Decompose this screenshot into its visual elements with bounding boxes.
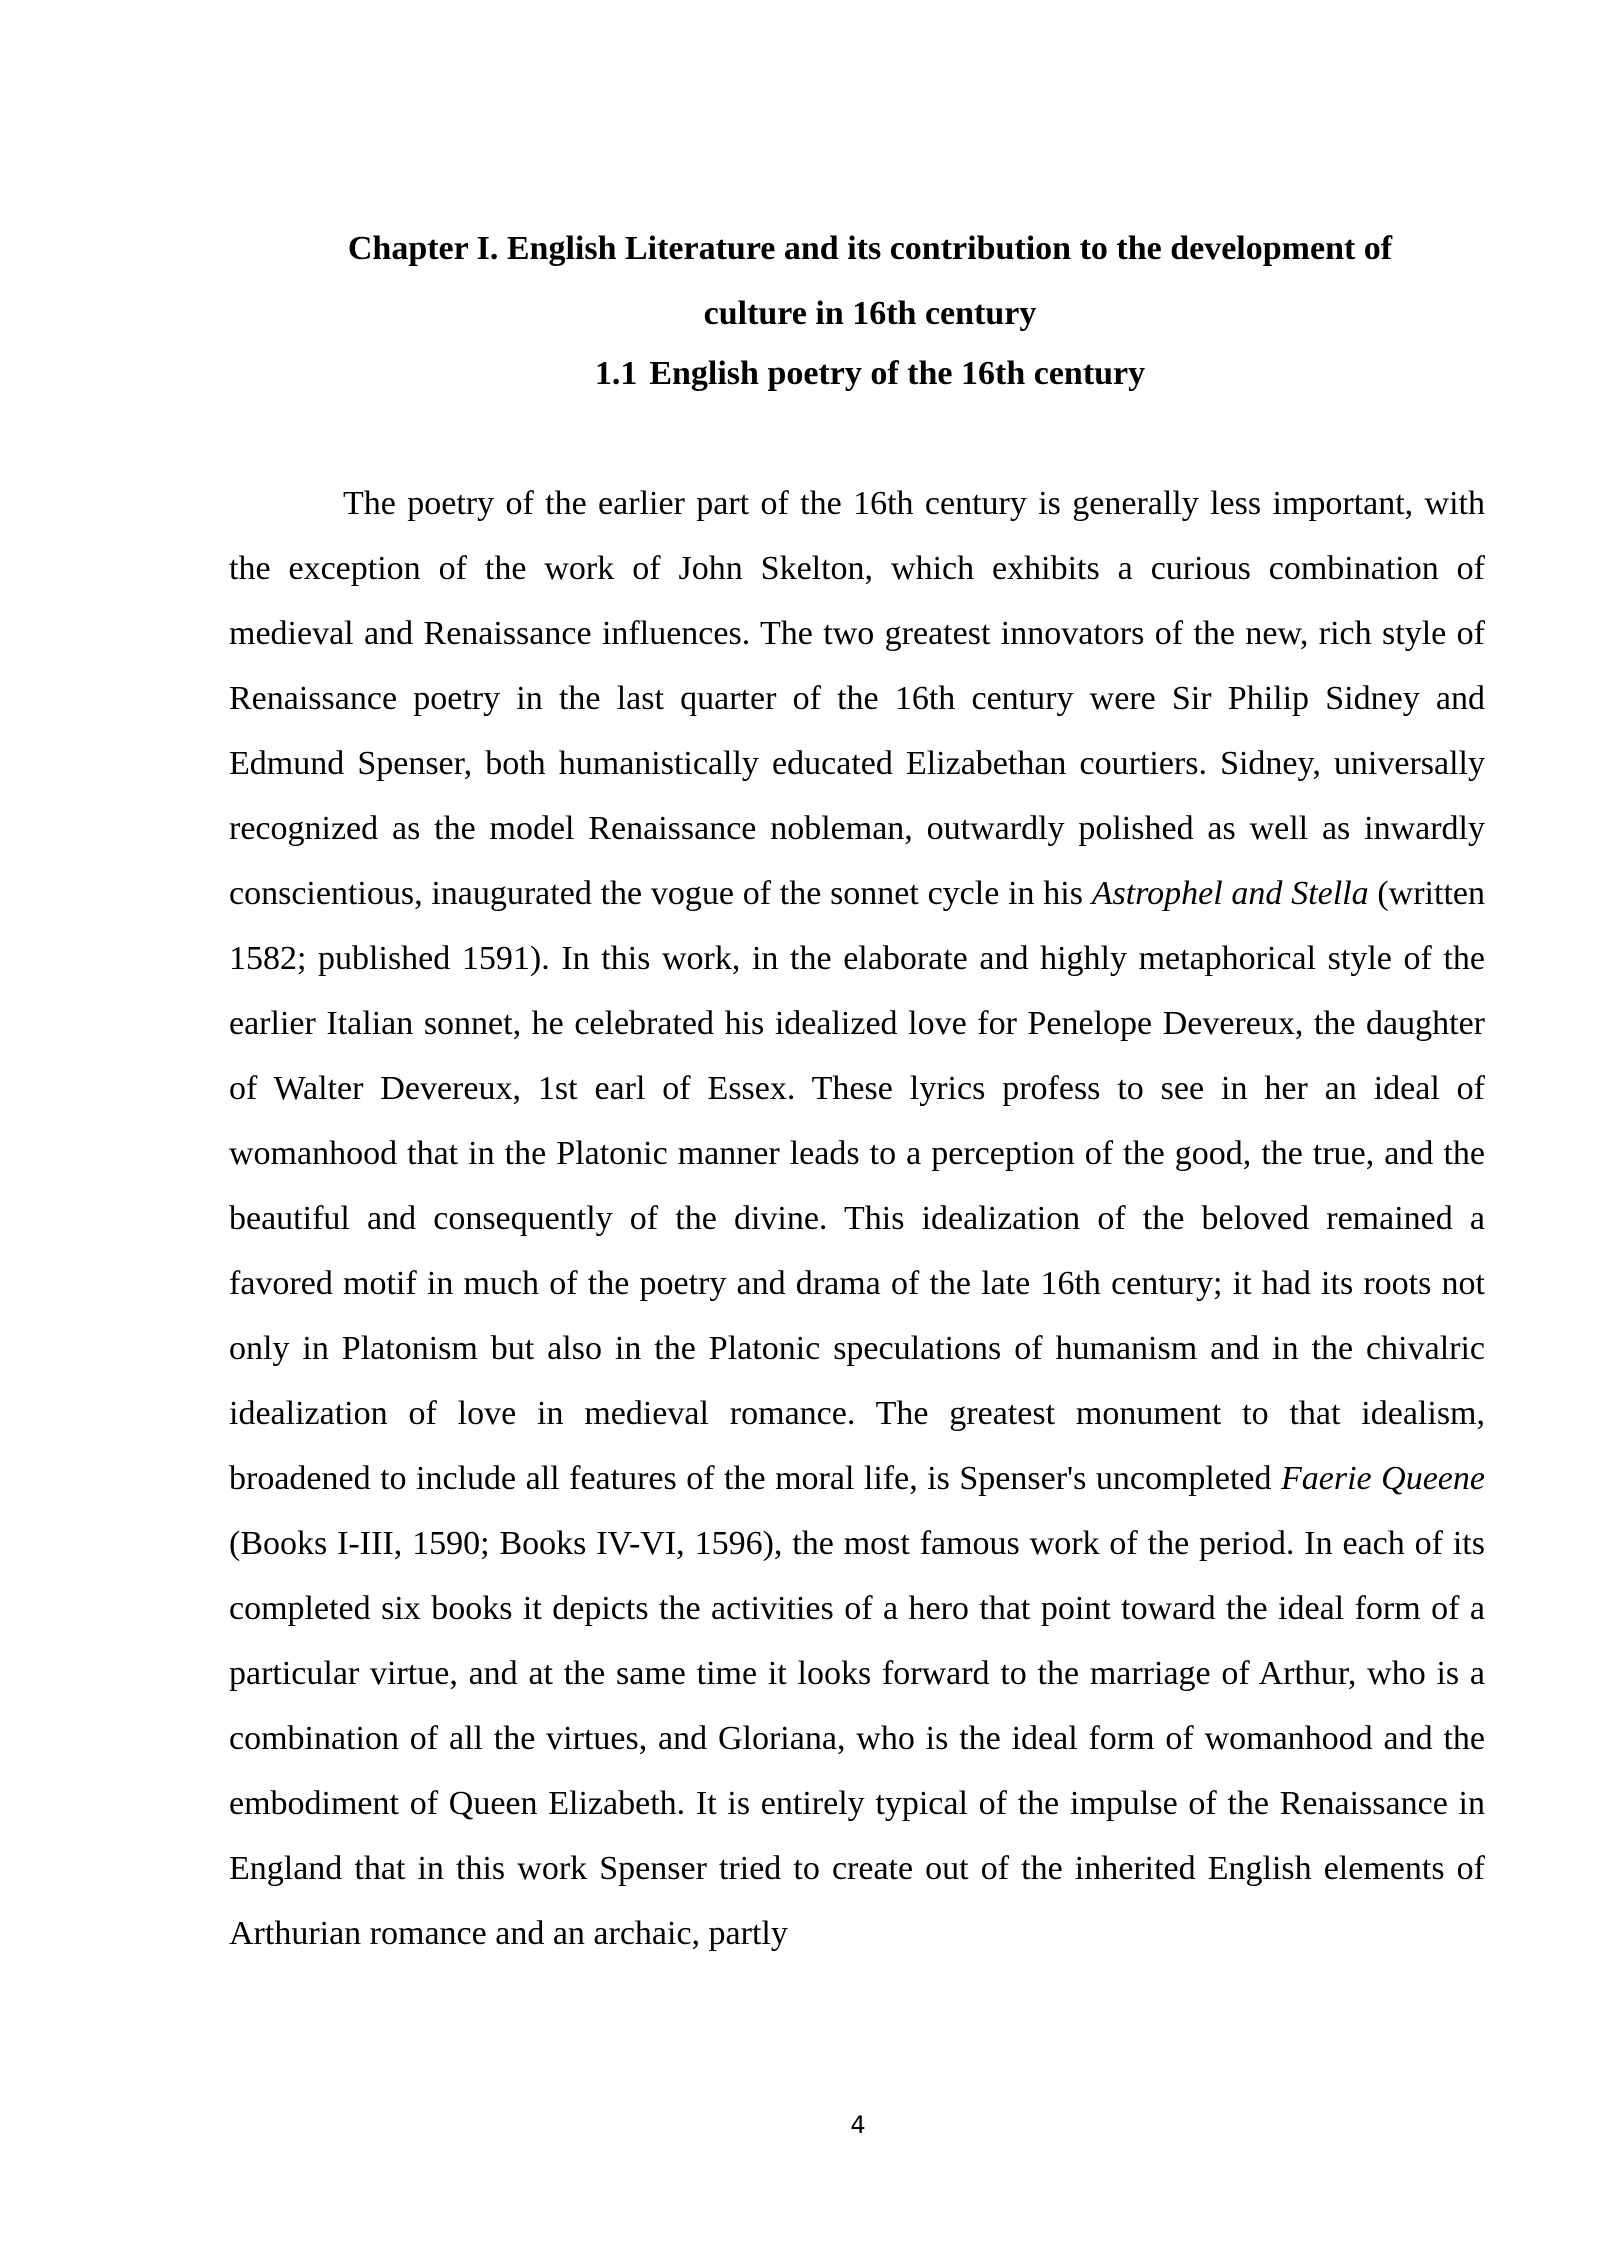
paragraph-text-part1: The poetry of the earlier part of the 16th century is generally less important, with the exception of the work of John Skelton, which exhibits a curious combination of medieval and Renaissance influences. The two greatest innovators of the new, rich style of Renaissance poetry in the last quarter of the 16th century were Sir Philip Sidney and Edmund Spenser, both humanistically educated Elizabethan courtiers. Sidney, universally recognized as the model Renaissance nobleman, outwardly polished as well as inwardly conscientious, inaugurated the vogue of the sonnet cycle in his	[229, 485, 1485, 912]
work-title-astrophel-and-stella: Astrophel and Stella	[1091, 875, 1369, 912]
section-heading	[300, 341, 1440, 406]
section-title: English poetry of the 16th century	[649, 355, 1146, 392]
page-number: 4	[850, 2111, 866, 2139]
paragraph-text-part2: (written 1582; published 1591). In this work, in the elaborate and highly metaphorical style of the earlier Italian sonnet, he celebrated his idealized love for Penelope Devereux, the daughter of Walter Devereux, 1st earl of Essex. These lyrics profess to see in her an ideal of womanhood that in the Platonic manner leads to a perception of the good, the true, and the beautiful and consequently of the divine. This idealization of the beloved remained a favored motif in much of the poetry and drama of the late 16th century; it had its roots not only in Platonism but also in the Platonic speculations of humanism and in the chivalric idealization of love in medieval romance. The greatest monument to that idealism, broadened to include all features of the moral life, is Spenser's uncompleted	[229, 875, 1485, 1497]
work-title-faerie-queene: Faerie Queene	[1281, 1460, 1485, 1497]
chapter-title: Chapter I. English Literature and its contribution to the development of culture in 16th century	[347, 230, 1393, 332]
paragraph-text-part3: (Books I-III, 1590; Books IV-VI, 1596), the most famous work of the period. In each of its completed six books it depicts the activities of a hero that point toward the ideal form of a particular virtue, and at the same time it looks forward to the marriage of Arthur, who is a combination of all the virtues, and Gloriana, who is the ideal form of womanhood and the embodiment of Queen Elizabeth. It is entirely typical of the impulse of the Renaissance in England that in this work Spenser tried to create out of the inherited English elements of Arthurian romance and an archaic, partly	[229, 1525, 1485, 1952]
body-paragraph	[229, 471, 1485, 1966]
section-number: 1.1	[594, 355, 638, 392]
